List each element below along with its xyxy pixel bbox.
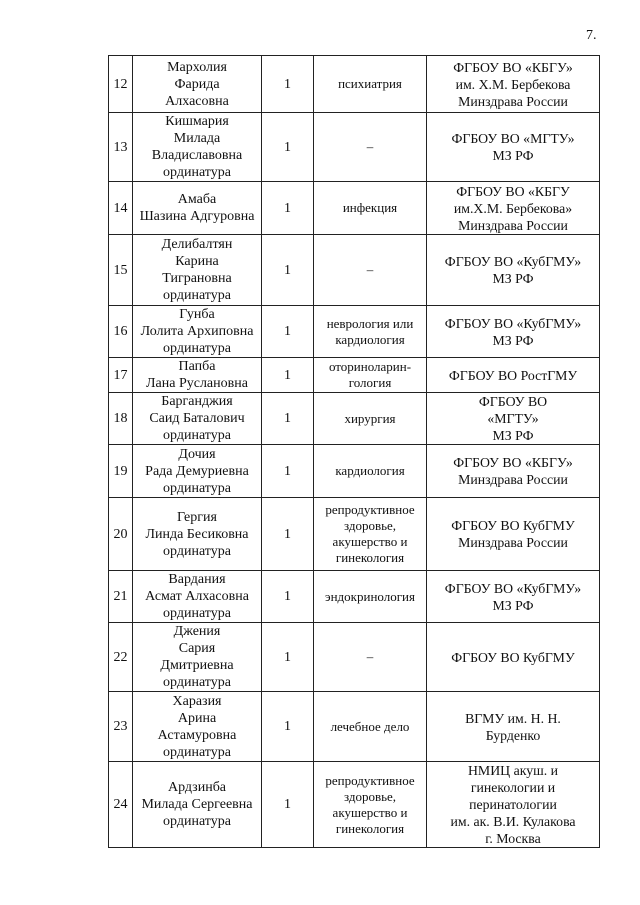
institution-cell [427, 113, 600, 182]
institution-cell-line: МЗ РФ [492, 597, 534, 613]
specialty-cell [314, 358, 427, 393]
residency-table [108, 55, 600, 848]
name-cell-line: Дочия [178, 446, 216, 462]
name-cell-line: Джения [173, 624, 221, 639]
row-number-cell: 13 [109, 113, 133, 182]
table-row [109, 498, 600, 571]
name-cell-line: Линда Бесиковна [145, 526, 249, 542]
page-number: 7. [586, 28, 597, 43]
specialty-cell-line: репродуктивное [325, 502, 415, 517]
institution-cell-line: МЗ РФ [492, 428, 534, 443]
institution-cell-line: ФГБОУ ВО КубГМУ [451, 518, 575, 533]
institution-cell-line: ФГБОУ ВО «КБГУ» [453, 455, 573, 470]
institution-cell-line: Минздрава России [458, 472, 568, 487]
name-cell-line: ординатура [163, 675, 231, 690]
row-number-cell: 22 [109, 623, 133, 692]
table-row [109, 445, 600, 498]
name-cell-line: Сария [178, 641, 216, 656]
row-number-cell: 18 [109, 393, 133, 445]
row-number-cell: 23 [109, 692, 133, 762]
institution-cell-line: ФГБОУ ВО «КБГУ» [453, 59, 573, 75]
name-cell-line: ординатура [163, 744, 231, 760]
count-cell: 1 [262, 571, 314, 623]
specialty-cell-line: оториноларин- [328, 359, 412, 374]
name-cell-line: Рада Демуриевна [145, 463, 249, 479]
row-number-cell: 15 [109, 235, 133, 306]
institution-cell-line: ВГМУ им. Н. Н. [465, 710, 561, 726]
institution-cell-line: ФГБОУ ВО КубГМУ [451, 649, 575, 665]
name-cell-line: Алхасовна [165, 93, 229, 109]
name-cell-line: Саид Баталович [149, 411, 245, 426]
name-cell-line: ординатура [163, 428, 231, 443]
row-number-cell: 12 [109, 56, 133, 113]
name-cell-line: Барганджия [161, 394, 233, 409]
specialty-cell [314, 623, 427, 692]
count-cell: 1 [262, 56, 314, 113]
specialty-cell-line: психиатрия [338, 76, 402, 91]
institution-cell [427, 235, 600, 306]
specialty-cell-line: гология [348, 375, 392, 390]
row-number-cell: 17 [109, 358, 133, 393]
institution-cell [427, 498, 600, 571]
name-cell-line: Кишмария [165, 114, 229, 129]
institution-cell-line: ФГБОУ ВО «КБГУ [456, 183, 570, 199]
row-number-cell: 14 [109, 182, 133, 235]
specialty-cell-line: инфекция [342, 200, 398, 215]
institution-cell-line: ФГБОУ ВО «КубГМУ» [444, 580, 582, 596]
specialty-cell [314, 692, 427, 762]
name-cell-line: ординатура [163, 814, 231, 829]
name-cell-line: ординатура [163, 606, 231, 621]
count-cell: 1 [262, 113, 314, 182]
institution-cell-line: «МГТУ» [487, 411, 539, 426]
row-number-cell: 19 [109, 445, 133, 498]
name-cell-line: Карина [175, 254, 219, 269]
count-cell: 1 [262, 306, 314, 358]
count-cell: 1 [262, 182, 314, 235]
name-cell [133, 306, 262, 358]
name-cell [133, 623, 262, 692]
table-row [109, 623, 600, 692]
count-cell: 1 [262, 762, 314, 848]
count-cell: 1 [262, 498, 314, 571]
row-number-cell: 20 [109, 498, 133, 571]
institution-cell-line: ФГБОУ ВО «КубГМУ» [444, 254, 582, 269]
specialty-cell-line: акушерство и [332, 534, 408, 549]
name-cell [133, 113, 262, 182]
count-cell: 1 [262, 393, 314, 445]
specialty-cell-line: гинекология [335, 820, 405, 836]
name-cell-line: Асмат Алхасовна [145, 589, 249, 604]
name-cell [133, 445, 262, 498]
institution-cell-line: МЗ РФ [492, 148, 534, 163]
name-cell-line: Дмитриевна [160, 658, 234, 673]
name-cell-line: Делибалтян [161, 237, 233, 252]
specialty-cell [314, 113, 427, 182]
name-cell-line: Вардания [168, 572, 226, 587]
institution-cell-line: Минздрава России [458, 535, 568, 550]
name-cell-line: Фарида [174, 76, 220, 92]
row-number-cell: 21 [109, 571, 133, 623]
name-cell-line: Гунба [179, 307, 215, 322]
institution-cell-line: Минздрава России [458, 217, 568, 233]
name-cell [133, 498, 262, 571]
table-row [109, 762, 600, 848]
name-cell [133, 692, 262, 762]
table-body [109, 56, 600, 848]
specialty-cell-line: здоровье, [343, 788, 397, 804]
name-cell-line: Ардзинба [167, 780, 227, 795]
name-cell [133, 235, 262, 306]
institution-cell-line: МЗ РФ [492, 271, 534, 286]
specialty-cell-line: акушерство и [332, 804, 408, 820]
row-number-cell: 16 [109, 306, 133, 358]
name-cell-line: Гергия [177, 509, 217, 525]
table-row [109, 358, 600, 393]
table-row [109, 393, 600, 445]
institution-cell-line: НМИЦ акуш. и [467, 763, 559, 778]
institution-cell-line: гинекологии и [470, 780, 556, 795]
institution-cell [427, 571, 600, 623]
institution-cell [427, 762, 600, 848]
institution-cell-line: МЗ РФ [492, 332, 534, 348]
specialty-cell [314, 393, 427, 445]
name-cell-line: ординатура [163, 165, 231, 180]
specialty-cell [314, 56, 427, 113]
name-cell-line: Шазина Адгуровна [139, 209, 255, 224]
name-cell-line: Лолита Архиповна [140, 324, 254, 339]
table-row [109, 56, 600, 113]
specialty-cell [314, 498, 427, 571]
count-cell: 1 [262, 235, 314, 306]
name-cell-line: Папба [178, 359, 216, 374]
institution-cell-line: Минздрава России [458, 93, 568, 109]
specialty-cell-line: репродуктивное [325, 772, 415, 788]
specialty-cell [314, 445, 427, 498]
specialty-cell [314, 306, 427, 358]
institution-cell [427, 358, 600, 393]
name-cell-line: Арина [177, 710, 217, 726]
count-cell: 1 [262, 692, 314, 762]
institution-cell [427, 692, 600, 762]
table-row [109, 182, 600, 235]
institution-cell-line: ФГБОУ ВО «КубГМУ» [444, 315, 582, 331]
name-cell-line: Милада [173, 131, 221, 146]
institution-cell-line: г. Москва [485, 831, 541, 846]
count-cell: 1 [262, 445, 314, 498]
specialty-cell [314, 571, 427, 623]
name-cell [133, 762, 262, 848]
specialty-cell [314, 235, 427, 306]
name-cell-line: Тиграновна [162, 271, 232, 286]
institution-cell [427, 56, 600, 113]
name-cell-line: Амаба [177, 192, 217, 207]
row-number-cell: 24 [109, 762, 133, 848]
specialty-cell-line: – [366, 139, 374, 154]
specialty-cell-line: лечебное дело [330, 718, 410, 734]
specialty-cell-line: хирургия [344, 410, 396, 426]
specialty-cell [314, 182, 427, 235]
table-row [109, 113, 600, 182]
name-cell-line: Астамуровна [157, 727, 237, 743]
name-cell-line: Милада Сергеевна [141, 797, 253, 812]
specialty-cell-line: неврология или [326, 315, 414, 331]
name-cell [133, 571, 262, 623]
table-row [109, 306, 600, 358]
institution-cell-line: им.Х.М. Бербекова» [453, 200, 573, 216]
institution-cell-line: Бурденко [485, 727, 541, 743]
name-cell-line: Харазия [172, 693, 222, 709]
specialty-cell-line: кардиология [335, 331, 405, 347]
name-cell-line: ординатура [163, 543, 231, 559]
specialty-cell [314, 762, 427, 848]
institution-cell-line: ФГБОУ ВО «МГТУ» [451, 131, 575, 146]
table-row [109, 571, 600, 623]
name-cell [133, 182, 262, 235]
count-cell: 1 [262, 358, 314, 393]
specialty-cell-line: гинекология [335, 550, 405, 565]
name-cell [133, 358, 262, 393]
table-row [109, 235, 600, 306]
institution-cell-line: им. Х.М. Бербекова [455, 76, 571, 92]
institution-cell-line: ФГБОУ ВО [478, 394, 548, 409]
name-cell [133, 56, 262, 113]
name-cell-line: Мархолия [167, 59, 227, 75]
specialty-cell-line: кардиология [335, 463, 405, 478]
name-cell-line: ординатура [163, 480, 231, 496]
institution-cell [427, 306, 600, 358]
name-cell-line: Лана Руслановна [146, 376, 248, 391]
specialty-cell-line: здоровье, [343, 518, 397, 533]
name-cell [133, 393, 262, 445]
institution-cell-line: перинатологии [469, 797, 557, 812]
name-cell-line: ординатура [163, 288, 231, 303]
table-row [109, 692, 600, 762]
institution-cell [427, 445, 600, 498]
institution-cell [427, 393, 600, 445]
name-cell-line: Владиславовна [151, 148, 243, 163]
institution-cell [427, 182, 600, 235]
specialty-cell-line: – [366, 262, 374, 277]
specialty-cell-line: – [366, 649, 374, 664]
institution-cell-line: ФГБОУ ВО РостГМУ [448, 367, 578, 383]
name-cell-line: ординатура [163, 341, 231, 356]
institution-cell [427, 623, 600, 692]
institution-cell-line: им. ак. В.И. Кулакова [450, 814, 576, 829]
count-cell: 1 [262, 623, 314, 692]
specialty-cell-line: эндокринология [325, 588, 415, 604]
